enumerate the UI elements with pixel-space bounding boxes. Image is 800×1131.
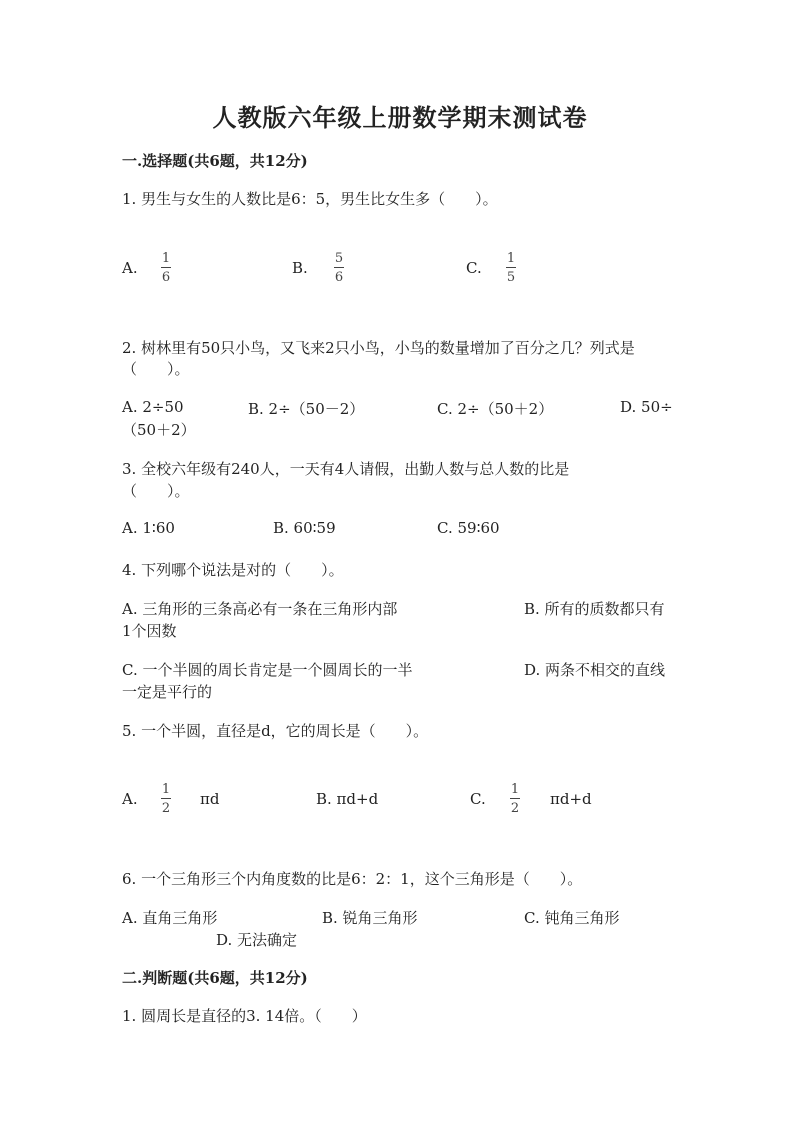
denominator: 5 [506,270,516,285]
q5-option-c-label: C. [470,790,486,808]
q1-option-a-label: A. [122,259,138,277]
numerator: 5 [334,251,344,266]
q6-option-a: A. 直角三角形 [122,909,218,927]
q5-option-b: B. πd+d [316,790,379,808]
q5-option-a-tail: πd [200,790,220,808]
q5-option-c-tail: πd+d [550,790,592,808]
question-4-text: 4. 下列哪个说法是对的（ ）。 [122,561,344,579]
q4-option-d-line1: D. 两条不相交的直线 [524,661,666,679]
fraction-bar [334,267,344,268]
q1-option-b-fraction [334,251,344,285]
q4-option-d-line2: 一定是平行的 [122,683,213,701]
q4-option-a: A. 三角形的三条高必有一条在三角形内部 [122,600,398,618]
q1-option-b-label: B. [292,259,308,277]
section-heading-judgment: 二.判断题(共6题，共12分) [122,969,308,987]
q3-option-c: C. 59∶60 [437,519,500,537]
denominator: 6 [334,270,344,285]
question-2-line1: 2. 树林里有50只小鸟，又飞来2只小鸟，小鸟的数量增加了百分之几？列式是 [122,339,635,357]
q4-option-b-line2: 1个因数 [122,622,177,640]
q5-option-c-fraction [510,782,520,816]
q6-option-c: C. 钝角三角形 [524,909,620,927]
q3-option-a: A. 1∶60 [122,519,175,537]
q2-option-a: A. 2÷50 [122,398,184,416]
numerator: 1 [506,251,516,266]
fraction-bar [510,798,520,799]
section-heading-choice: 一.选择题(共6题，共12分) [122,152,308,170]
fraction-bar [506,267,516,268]
q3-option-b: B. 60∶59 [273,519,336,537]
numerator: 1 [161,251,171,266]
question-2-line2: （ ）。 [122,360,190,378]
numerator: 1 [510,782,520,797]
denominator: 2 [510,801,520,816]
fraction-bar [161,798,171,799]
q2-option-d-line1: D. 50÷ [620,398,673,416]
q4-option-c: C. 一个半圆的周长肯定是一个圆周长的一半 [122,661,413,679]
question-5-text: 5. 一个半圆，直径是d，它的周长是（ ）。 [122,722,429,740]
fraction-bar [161,267,171,268]
denominator: 2 [161,801,171,816]
q2-option-b: B. 2÷（50－2） [248,400,365,418]
page-title: 人教版六年级上册数学期末测试卷 [212,103,588,132]
q6-option-b: B. 锐角三角形 [322,909,418,927]
q4-option-b-line1: B. 所有的质数都只有 [524,600,665,618]
question-3-line1: 3. 全校六年级有240人，一天有4人请假，出勤人数与总人数的比是 [122,460,570,478]
q2-option-d-line2: （50＋2） [122,421,196,439]
q5-option-a-label: A. [122,790,138,808]
q1-option-a-fraction [161,251,171,285]
question-1-text: 1. 男生与女生的人数比是6：5，男生比女生多（ ）。 [122,190,498,208]
judgment-question-1: 1. 圆周长是直径的3. 14倍。（ ） [122,1007,367,1025]
q1-option-c-fraction [506,251,516,285]
q1-option-c-label: C. [466,259,482,277]
q2-option-c: C. 2÷（50＋2） [437,400,554,418]
question-3-line2: （ ）。 [122,482,190,500]
q5-option-a-fraction [161,782,171,816]
q6-option-d: D. 无法确定 [216,931,298,949]
question-6-text: 6. 一个三角形三个内角度数的比是6：2：1，这个三角形是（ ）。 [122,870,583,888]
numerator: 1 [161,782,171,797]
denominator: 6 [161,270,171,285]
